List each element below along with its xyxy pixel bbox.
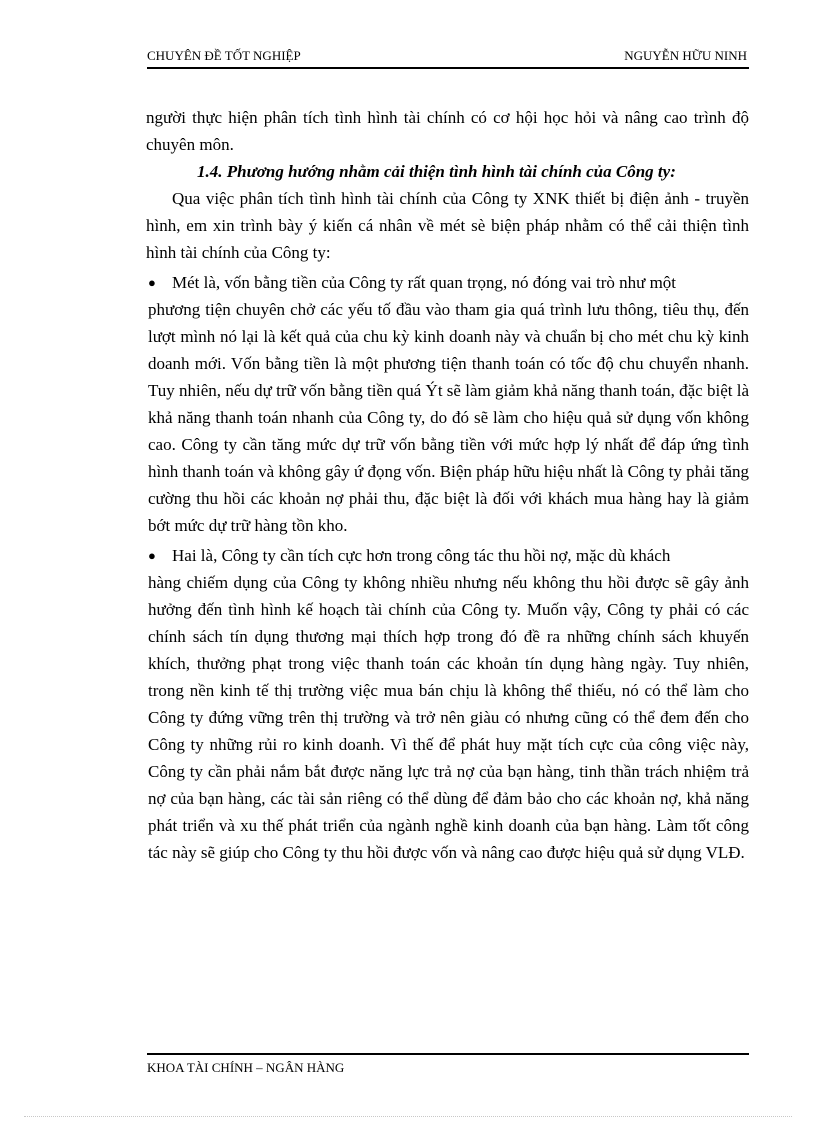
document-body [146, 104, 749, 866]
bullet-dot-icon: ● [148, 548, 156, 563]
header-author-name: NGUYỄN HỮU NINH [624, 48, 747, 63]
page-edge-divider [24, 1116, 792, 1117]
bullet-item [146, 269, 749, 539]
bullet-body: hàng chiếm dụng của Công ty không nhiều nhưng nếu không thu hồi được sẽ gây ảnh hưởng đến tình hình kế hoạch tài chính của Công ty. Muốn vậy, Công ty phải có các chính sách tín dụng thương mại thích hợp trong đó đề ra những chính sách khuyến khích, thưởng phạt trong việc thanh toán các khoản tín dụng hàng ngày. Tuy nhiên, trong nền kinh tế thị trường việc mua bán chịu là không thể thiếu, nó có thể làm cho Công ty đứng vững trên thị trường và trở nên giàu có nhưng cũng có thể đem đến cho Công ty những rủi ro kinh doanh. Vì thế để phát huy mặt tích cực của công việc này, Công ty cần phải nắm bắt được năng lực trả nợ của bạn hàng, tinh thần trách nhiệm trả nợ của bạn hàng, các tài sản riêng có thể dùng để đảm bảo cho các khoản nợ, khả năng phát triển và xu thế phát triển của ngành nghề kinh doanh của bạn hàng. Làm tốt công tác này sẽ giúp cho Công ty thu hồi được vốn và nâng cao được hiệu quả sử dụng VLĐ. [148, 573, 749, 862]
bullet-first-line: Mét là, vốn bằng tiền của Công ty rất quan trọng, nó đóng vai trò như một [172, 273, 677, 292]
bullet-body: phương tiện chuyên chở các yếu tố đầu vào tham gia quá trình lưu thông, tiêu thụ, đến lượt mình nó lại là kết quả của chu kỳ kinh doanh này và chuẩn bị cho mét chu kỳ kinh doanh mới. Vốn bằng tiền là một phương tiện thanh toán có tốc độ chu chuyển nhanh. Tuy nhiên, nếu dự trữ vốn bằng tiền quá Ýt sẽ làm giảm khả năng thanh toán, đặc biệt là khả năng thanh toán nhanh của Công ty, do đó sẽ làm cho hiệu quả sử dụng vốn không cao. Công ty cần tăng mức dự trữ vốn bằng tiền với mức hợp lý nhất để đáp ứng tình hình thanh toán và không gây ứ đọng vốn. Biện pháp hữu hiệu nhất là Công ty phải tăng cường thu hồi các khoản nợ phải thu, đặc biệt là đối với khách mua hàng hay là giảm bớt mức dự trữ hàng tồn kho. [148, 300, 749, 535]
page-footer [147, 1053, 749, 1077]
page-header [147, 47, 749, 69]
section-heading: 1.4. Phương hướng nhằm cải thiện tình hình tài chính của Công ty: [197, 162, 676, 181]
footer-faculty-name: KHOA TÀI CHÍNH – NGÂN HÀNG [147, 1060, 345, 1075]
intro-paragraph: Qua việc phân tích tình hình tài chính của Công ty XNK thiết bị điện ảnh - truyền hình, em xin trình bày ý kiến cá nhân về mét sè biện pháp nhằm có thể cải thiện tình hình tài chính của Công ty: [146, 189, 749, 262]
bullet-first-line: Hai là, Công ty cần tích cực hơn trong công tác thu hồi nợ, mặc dù khách [172, 546, 671, 565]
bullet-dot-icon: ● [148, 275, 156, 290]
continuation-paragraph: người thực hiện phân tích tình hình tài chính có cơ hội học hỏi và nâng cao trình độ chuyên môn. [146, 108, 749, 154]
bullet-item [146, 542, 749, 866]
header-thesis-title: CHUYÊN ĐỀ TỐT NGHIỆP [147, 48, 301, 63]
